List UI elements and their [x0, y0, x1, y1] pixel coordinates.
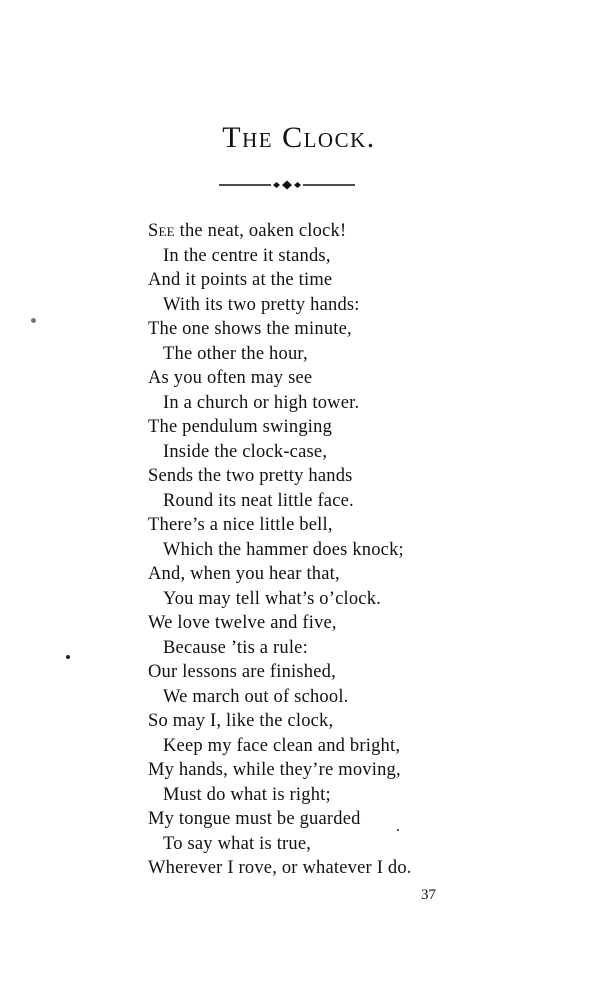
poem-line: [148, 219, 468, 244]
poem-line: And it points at the time: [148, 270, 333, 290]
poem-line: Keep my face clean and bright,: [163, 735, 401, 756]
poem-first-word: See: [148, 221, 175, 241]
poem-line: So may I, like the clock,: [148, 711, 334, 731]
ink-speck: [397, 829, 399, 831]
poem-line: The pendulum swinging: [148, 417, 333, 437]
poem-line: The other the hour,: [163, 343, 308, 364]
poem-line: Inside the clock-case,: [163, 441, 328, 462]
poem-line: Sends the two pretty hands: [148, 466, 353, 486]
ornament-divider: [219, 178, 355, 192]
poem-line: Our lessons are finished,: [148, 662, 336, 682]
poem-line: We march out of school.: [163, 686, 349, 707]
poem-line: You may tell what’s o’clock.: [163, 588, 381, 609]
poem-body: [148, 219, 468, 881]
poem-line: The one shows the minute,: [148, 319, 352, 339]
poem-line: Round its neat little face.: [163, 490, 354, 511]
poem-line: We love twelve and five,: [148, 613, 337, 633]
poem-first-line-rest: the neat, oaken clock!: [174, 221, 347, 241]
poem-line: In the centre it stands,: [163, 245, 331, 266]
poem-line: In a church or high tower.: [163, 392, 360, 413]
poem-line: My tongue must be guarded: [148, 809, 361, 829]
poem-line: Wherever I rove, or whatever I do.: [148, 858, 412, 878]
page-number: 37: [421, 887, 436, 903]
poem-line: Because ’tis a rule:: [163, 637, 308, 658]
poem-line: Must do what is right;: [163, 784, 331, 805]
poem-line: With its two pretty hands:: [163, 294, 360, 315]
ink-speck: [31, 318, 36, 323]
poem-title: The Clock.: [222, 121, 376, 154]
poem-line: My hands, while they’re moving,: [148, 760, 401, 780]
poem-line: To say what is true,: [163, 833, 312, 854]
ornament-divider-icon: [219, 178, 355, 192]
poem-line: Which the hammer does knock;: [163, 539, 404, 560]
poem-lines: [148, 244, 468, 881]
poem-line: And, when you hear that,: [148, 564, 340, 584]
ink-speck: [66, 655, 70, 659]
poem-line: There’s a nice little bell,: [148, 515, 333, 535]
poem-line: As you often may see: [148, 368, 313, 388]
